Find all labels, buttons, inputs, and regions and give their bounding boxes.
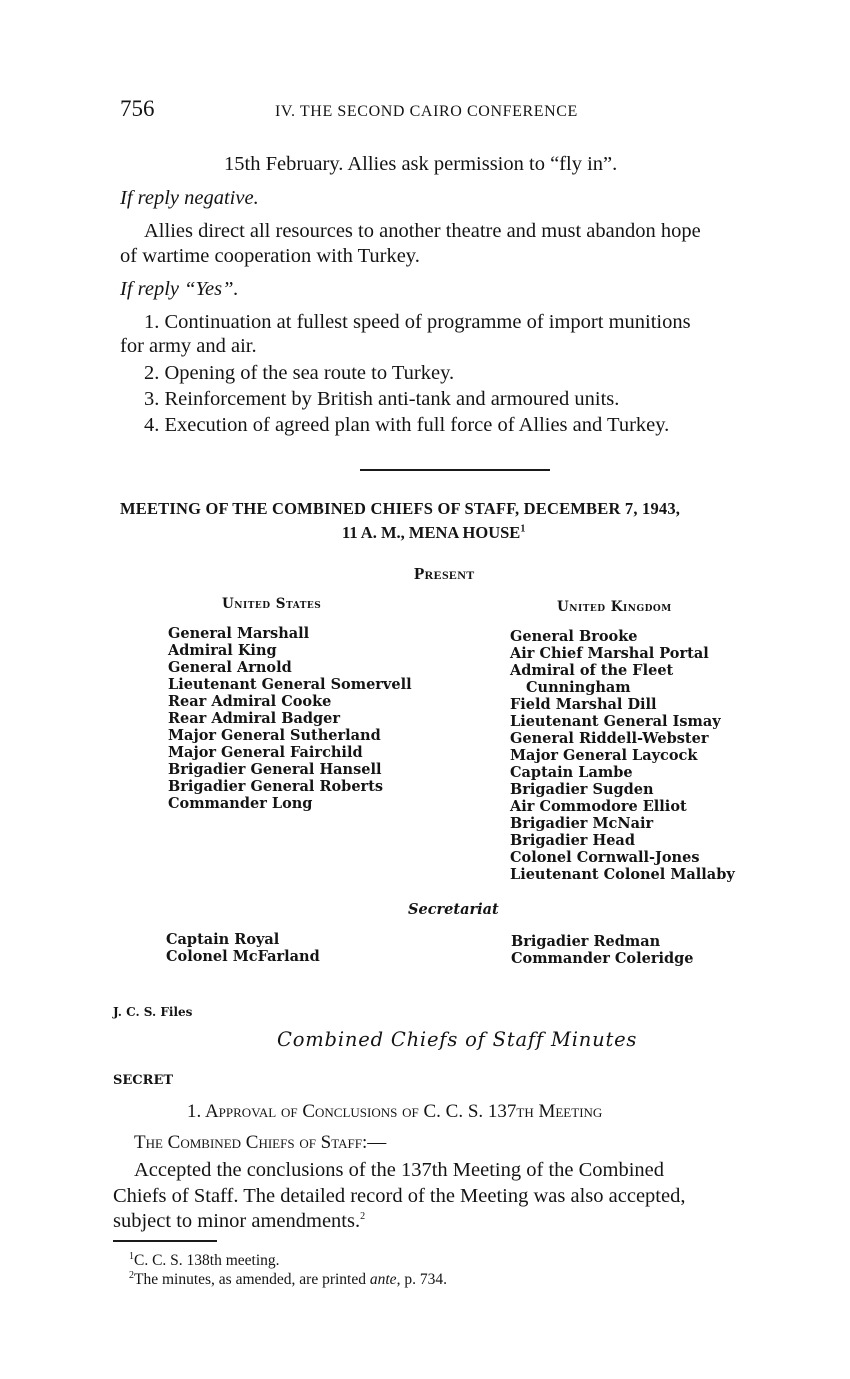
footnote-ref-1: 1 xyxy=(520,523,526,535)
files-tag: J. C. S. Files xyxy=(113,1005,193,1019)
list-item: Field Marshal Dill xyxy=(510,696,657,713)
meeting-title-line-1: MEETING OF THE COMBINED CHIEFS OF STAFF, DECEMBER 7, 1943, xyxy=(120,499,681,518)
uk-members-list xyxy=(510,628,735,883)
united-states-heading: United States xyxy=(222,596,322,612)
list-item: Major General Fairchild xyxy=(168,744,363,761)
minutes-paragraph-line-2: Chiefs of Staff. The detailed record of the Meeting was also accepted, xyxy=(113,1185,686,1207)
list-item: Brigadier McNair xyxy=(510,815,654,832)
list-item-2: 2. Opening of the sea route to Turkey. xyxy=(144,362,455,384)
list-item: General Arnold xyxy=(168,659,292,676)
list-item: Rear Admiral Badger xyxy=(168,710,340,727)
list-item: Major General Sutherland xyxy=(168,727,381,744)
footnote-2-end: , p. 734. xyxy=(396,1271,447,1288)
if-reply-negative-heading: If reply negative. xyxy=(120,187,259,209)
us-secretariat-list xyxy=(166,931,320,965)
list-item: Captain Royal xyxy=(166,931,280,948)
list-item-1-line-2: for army and air. xyxy=(120,335,257,357)
running-head: IV. THE SECOND CAIRO CONFERENCE xyxy=(275,103,578,120)
negative-paragraph-line-2: of wartime cooperation with Turkey. xyxy=(120,245,420,267)
list-item: Admiral King xyxy=(168,642,277,659)
footnote-ref-2: 2 xyxy=(360,1211,366,1223)
list-item: Captain Lambe xyxy=(510,764,633,781)
minutes-paragraph-line-3 xyxy=(113,1209,365,1234)
minutes-paragraph-line-1: Accepted the conclusions of the 137th Meeting of the Combined xyxy=(134,1159,665,1181)
list-item: Brigadier Head xyxy=(510,832,635,849)
footnote-2 xyxy=(129,1270,447,1289)
footnote-1-text: C. C. S. 138th meeting. xyxy=(134,1252,280,1269)
list-item: Brigadier General Roberts xyxy=(168,778,384,795)
footnote-1-mark: 1 xyxy=(129,1250,134,1262)
section-divider xyxy=(360,469,550,471)
footnote-1 xyxy=(129,1251,280,1270)
list-item: Cunningham xyxy=(526,679,631,696)
footnote-2-italic: ante xyxy=(369,1271,397,1288)
list-item: Air Commodore Elliot xyxy=(510,798,687,815)
minutes-paragraph-line-3-text: subject to minor amendments. xyxy=(113,1210,361,1232)
list-item: Admiral of the Fleet xyxy=(510,662,674,679)
combined-chiefs-label: The Combined Chiefs of Staff:— xyxy=(134,1132,387,1153)
present-heading: Present xyxy=(414,564,475,583)
footnote-2-mark: 2 xyxy=(129,1269,134,1281)
uk-secretariat-list xyxy=(511,933,693,967)
item-1-heading: 1. Approval of Conclusions of C. C. S. 137th Meeting xyxy=(187,1101,603,1122)
list-item-4: 4. Execution of agreed plan with full force of Allies and Turkey. xyxy=(144,414,670,436)
page-number: 756 xyxy=(120,96,155,121)
footnote-rule xyxy=(113,1240,217,1242)
list-item: Brigadier Sugden xyxy=(510,781,654,798)
list-item: General Riddell-Webster xyxy=(510,730,709,747)
list-item-3: 3. Reinforcement by British anti-tank and armoured units. xyxy=(144,388,620,410)
united-kingdom-heading: United Kingdom xyxy=(557,599,672,615)
secretariat-heading: Secretariat xyxy=(408,901,499,918)
negative-paragraph-line-1: Allies direct all resources to another theatre and must abandon hope xyxy=(144,220,701,242)
us-members-list xyxy=(168,625,412,812)
list-item: General Brooke xyxy=(510,628,638,645)
classification-label: SECRET xyxy=(113,1073,174,1088)
list-item: Major General Laycock xyxy=(510,747,698,764)
list-item: Commander Coleridge xyxy=(511,950,694,967)
meeting-title-text: 11 A. M., MENA HOUSE xyxy=(342,523,521,542)
if-reply-yes-heading: If reply “Yes”. xyxy=(120,278,239,300)
list-item: Colonel McFarland xyxy=(166,948,320,965)
list-item: Lieutenant General Ismay xyxy=(510,713,721,730)
meeting-title-line-2 xyxy=(342,523,525,543)
list-item: Air Chief Marshal Portal xyxy=(510,645,709,662)
list-item: General Marshall xyxy=(168,625,310,642)
list-item-1-line-1: 1. Continuation at fullest speed of programme of import munitions xyxy=(144,311,691,333)
list-item: Brigadier Redman xyxy=(511,933,661,950)
list-item: Colonel Cornwall-Jones xyxy=(510,849,700,866)
list-item: Rear Admiral Cooke xyxy=(168,693,332,710)
list-item: Brigadier General Hansell xyxy=(168,761,382,778)
list-item: Commander Long xyxy=(168,795,313,812)
february-line: 15th February. Allies ask permission to “fly in”. xyxy=(224,153,618,175)
footnote-2-text: The minutes, as amended, are printed xyxy=(134,1271,370,1288)
list-item: Lieutenant Colonel Mallaby xyxy=(510,866,735,883)
list-item: Lieutenant General Somervell xyxy=(168,676,412,693)
minutes-title: Combined Chiefs of Staff Minutes xyxy=(277,1028,638,1051)
